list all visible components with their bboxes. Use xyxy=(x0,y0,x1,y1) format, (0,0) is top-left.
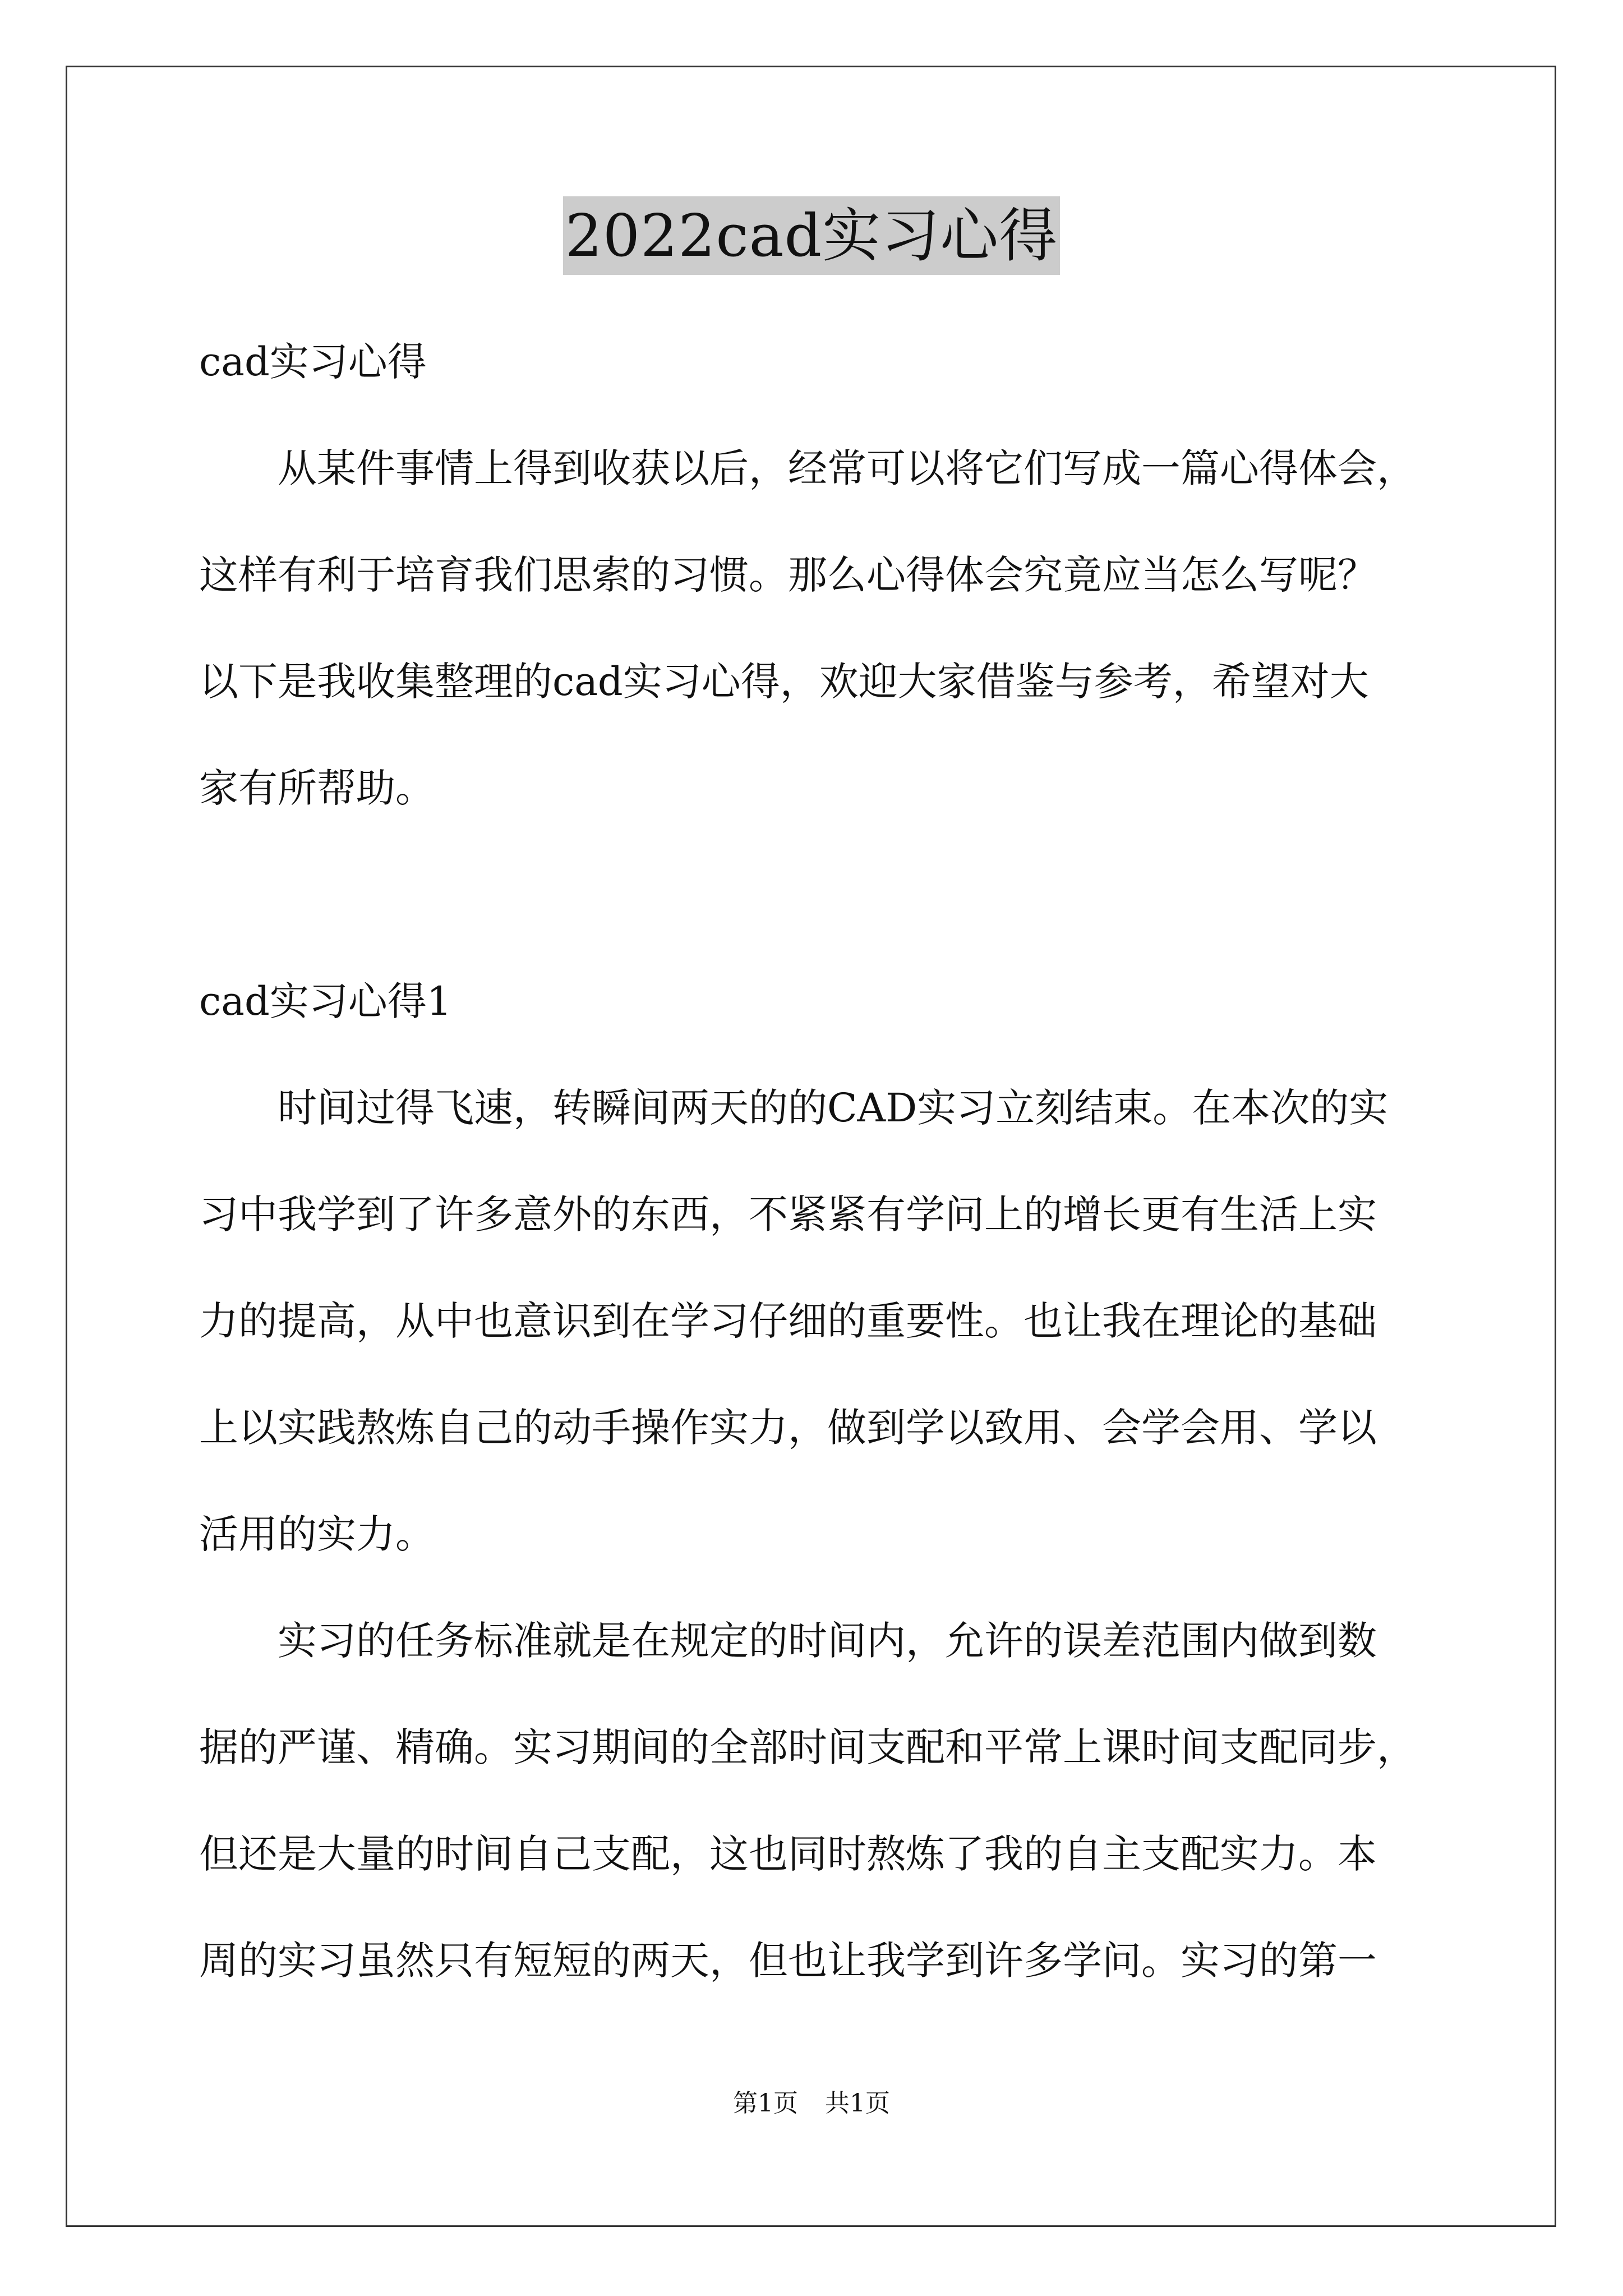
paragraph-line: 力的提高，从中也意识到在学习仔细的重要性。也让我在理论的基础 xyxy=(199,1298,1377,1344)
document-title: 2022cad实习心得 xyxy=(563,196,1061,275)
section-heading: cad实习心得1 xyxy=(199,978,452,1024)
paragraph-line: 实习的任务标准就是在规定的时间内，允许的误差范围内做到数 xyxy=(199,1618,1377,1664)
page-total: 共1页 xyxy=(825,2089,890,2118)
section-heading: cad实习心得 xyxy=(199,339,427,385)
document-body xyxy=(199,309,1427,2014)
paragraph-line: 时间过得飞速，转瞬间两天的的CAD实习立刻结束。在本次的实 xyxy=(199,1085,1389,1131)
paragraph-line: 这样有利于培育我们思索的习惯。那么心得体会究竟应当怎么写呢？ xyxy=(199,552,1377,598)
paragraph-line: 活用的实力。 xyxy=(199,1511,435,1557)
page-number: 第1页 xyxy=(733,2089,798,2118)
paragraph-line: 周的实习虽然只有短短的两天，但也让我学到许多学问。实习的第一 xyxy=(199,1938,1377,1984)
paragraph-line: 从某件事情上得到收获以后，经常可以将它们写成一篇心得体会， xyxy=(199,445,1416,491)
page-footer xyxy=(0,2087,1623,2120)
title-container xyxy=(0,196,1623,275)
paragraph-line: 上以实践熬炼自己的动手操作实力，做到学以致用、会学会用、学以 xyxy=(199,1405,1377,1451)
paragraph-line: 以下是我收集整理的cad实习心得，欢迎大家借鉴与参考，希望对大 xyxy=(199,659,1369,705)
paragraph-line: 习中我学到了许多意外的东西，不紧紧有学问上的增长更有生活上实 xyxy=(199,1191,1377,1237)
paragraph-line: 家有所帮助。 xyxy=(199,765,435,811)
paragraph-line: 据的严谨、精确。实习期间的全部时间支配和平常上课时间支配同步， xyxy=(199,1724,1416,1770)
blank-line xyxy=(199,841,1427,948)
paragraph-line: 但还是大量的时间自己支配，这也同时熬炼了我的自主支配实力。本 xyxy=(199,1831,1377,1877)
